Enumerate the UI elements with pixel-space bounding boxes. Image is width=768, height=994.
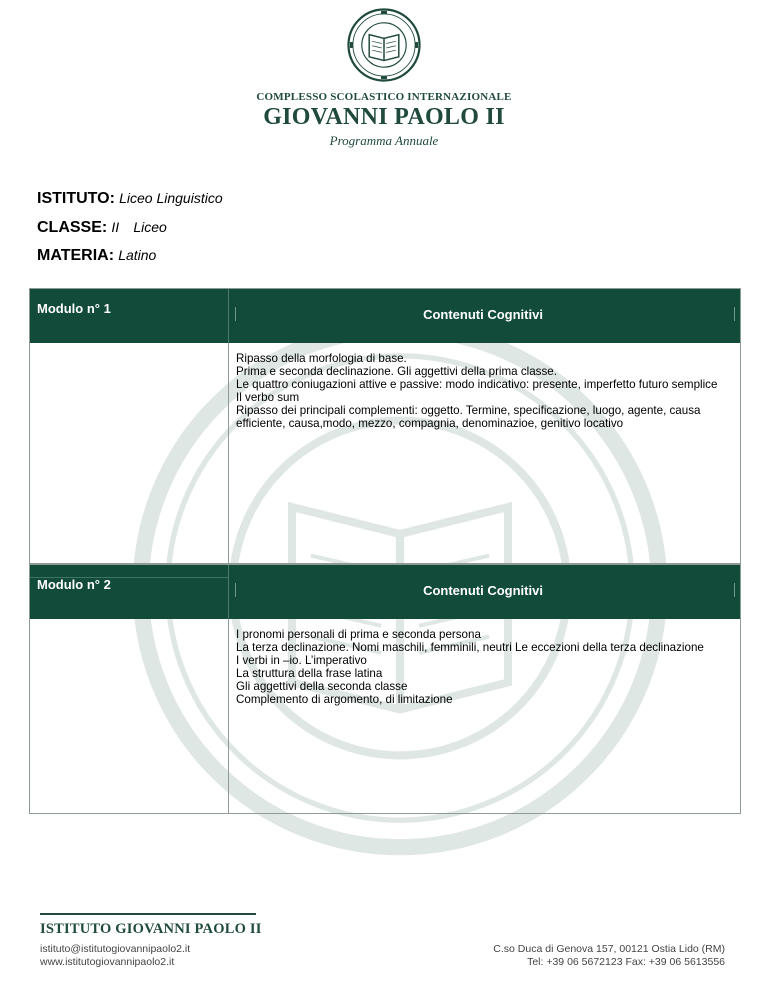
- module-title: Modulo n° 2: [37, 577, 111, 592]
- column-divider: [228, 565, 229, 619]
- module-title: Modulo n° 1: [37, 301, 111, 316]
- content-line: Ripasso dei principali complementi: oggetto. Termine, specificazione, luogo, agente, causa efficiente, causa,modo, mezzo, compagnia, denominazioe, genitivo locativo: [236, 404, 701, 430]
- content-line: Prima e seconda declinazione. Gli aggettivi della prima classe.: [236, 365, 557, 378]
- header-program: Programma Annuale: [329, 133, 439, 148]
- module-header: [30, 565, 740, 619]
- info-istituto: [37, 190, 223, 208]
- column-title: Contenuti Cognitivi: [423, 307, 543, 322]
- header-title: GIOVANNI PAOLO II: [263, 104, 505, 130]
- module-table-1: [29, 288, 741, 564]
- classe-value: II: [111, 219, 120, 235]
- column-title: Contenuti Cognitivi: [423, 583, 543, 598]
- content-line: Le quattro coniugazioni attive e passive: modo indicativo: presente, imperfetto futuro semplice: [236, 378, 718, 391]
- footer-school-name: ISTITUTO GIOVANNI PAOLO II: [40, 921, 262, 937]
- materia-label: MATERIA:: [37, 247, 115, 264]
- materia-value: Latino: [118, 247, 157, 263]
- istituto-label: ISTITUTO:: [37, 190, 115, 207]
- footer-website[interactable]: www.istitutogiovannipaolo2.it: [40, 956, 175, 968]
- content-line: Ripasso della morfologia di base.: [236, 352, 407, 365]
- footer-email[interactable]: istituto@istitutogiovannipaolo2.it: [40, 943, 191, 955]
- module-body: [30, 619, 740, 813]
- content-line: Gli aggettivi della seconda classe: [236, 680, 408, 693]
- column-divider: [228, 343, 229, 563]
- info-materia: [37, 247, 156, 265]
- content-line: La struttura della frase latina: [236, 667, 383, 680]
- istituto-value: Liceo Linguistico: [119, 190, 223, 206]
- module-table-2: [29, 564, 741, 814]
- content-line: Il verbo sum: [236, 391, 300, 404]
- module-content: [236, 352, 731, 430]
- footer-phone: Tel: +39 06 5672123 Fax: +39 06 5613556: [527, 956, 725, 968]
- classe-label: CLASSE:: [37, 219, 108, 236]
- module-header: [30, 289, 740, 343]
- footer-rule: [40, 913, 256, 915]
- footer-address: C.so Duca di Genova 157, 00121 Ostia Lido (RM): [493, 943, 725, 955]
- content-line: I pronomi personali di prima e seconda persona: [236, 628, 481, 641]
- module-content: [236, 628, 731, 706]
- column-divider: [228, 619, 229, 813]
- content-line: I verbi in –io. L’imperativo: [236, 654, 367, 667]
- content-line: Complemento di argomento, di limitazione: [236, 693, 453, 706]
- content-line: La terza declinazione. Nomi maschili, femminili, neutri Le eccezioni della terza declinazione: [236, 641, 704, 654]
- classe-value-2: Liceo: [133, 219, 167, 235]
- info-classe: [37, 219, 167, 237]
- school-seal-icon: [347, 8, 421, 82]
- column-divider: [228, 289, 229, 343]
- module-body: [30, 343, 740, 563]
- header-subtitle: COMPLESSO SCOLASTICO INTERNAZIONALE: [256, 91, 512, 103]
